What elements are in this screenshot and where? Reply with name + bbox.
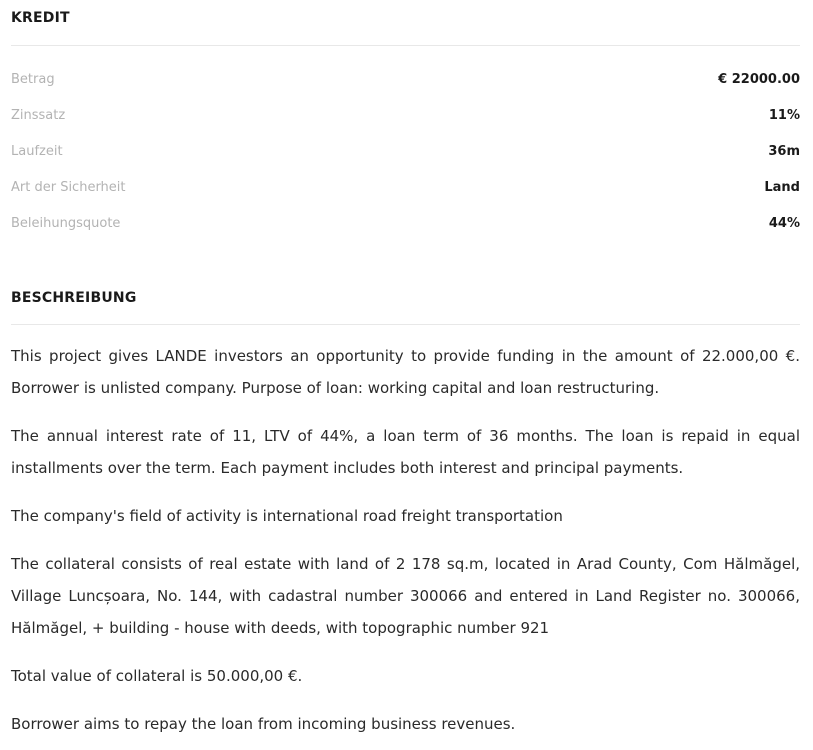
kredit-divider [11,45,800,46]
description-paragraph-activity: The company's field of activity is international road freight transportation [11,507,563,525]
term-row [11,144,800,164]
kredit-section-title: KREDIT [11,10,70,26]
term-value: 36m [768,144,800,159]
description-paragraph-funding: This project gives LANDE investors an opportunity to provide funding in the amount of 22.000,00 €. Borrower is unlisted company. Purpose of loan: working capital and loan restructuring. [11,347,800,397]
beschreibung-divider [11,324,800,325]
term-label: Laufzeit [11,144,63,159]
interest-rate-label: Zinssatz [11,108,66,123]
collateral-type-value: Land [764,180,800,195]
beschreibung-section-title: BESCHREIBUNG [11,290,137,306]
ltv-value: 44% [768,216,800,231]
description-paragraph-repayment: Borrower aims to repay the loan from incoming business revenues. [11,715,516,733]
ltv-label: Beleihungsquote [11,216,121,231]
interest-rate-row [11,108,800,128]
loan-amount-label: Betrag [11,72,55,87]
description-paragraph-collateral: The collateral consists of real estate with land of 2 178 sq.m, located in Arad County, Com Hălmăgel, Village Luncșoara, No. 144, with cadastral number 300066 and entered in Land Register no. 300066, Hălmăgel, + building - house with deeds, with topographic number 921 [11,555,800,637]
collateral-type-label: Art der Sicherheit [11,180,126,195]
loan-amount-value: € 22000.00 [718,72,800,87]
ltv-row [11,216,800,236]
interest-rate-value: 11% [768,108,800,123]
description-paragraph-terms: The annual interest rate of 11, LTV of 44%, a loan term of 36 months. The loan is repaid in equal installments over the term. Each payment includes both interest and principal payments. [11,427,800,477]
description-paragraph-collateral-value: Total value of collateral is 50.000,00 €. [11,667,303,685]
collateral-type-row [11,180,800,200]
loan-amount-row [11,72,800,92]
